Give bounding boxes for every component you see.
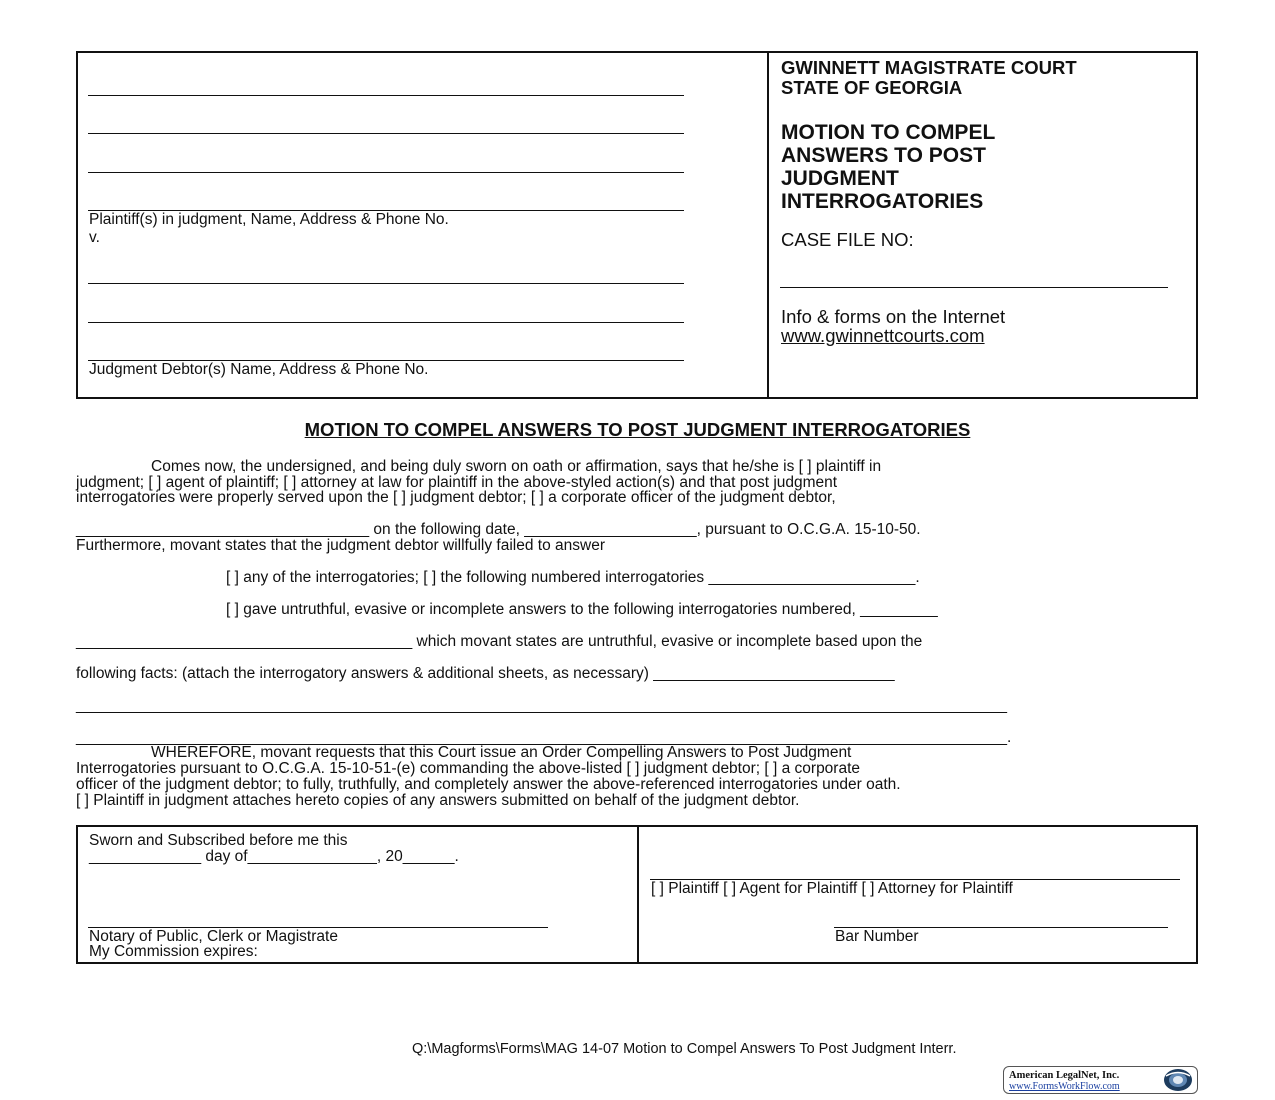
motion-title-line-3: JUDGMENT	[781, 167, 899, 190]
option-untruthful-answers[interactable]: [ ] gave untruthful, evasive or incomplete answers to the following interrogatories numbered, _________	[226, 601, 938, 618]
file-path-footer: Q:\Magforms\Forms\MAG 14-07 Motion to Compel Answers To Post Judgment Interr.	[412, 1041, 957, 1057]
plaintiff-line-3[interactable]	[88, 172, 684, 173]
debtor-line-1[interactable]	[88, 283, 684, 284]
versus-label: v.	[89, 229, 100, 246]
served-date-line[interactable]: __________________________________ on the following date, ____________________, pursuant to O.C.G.A. 15-10-50.	[76, 521, 921, 538]
facts-blank-line-2[interactable]: ____________________________________________________________________________________________________________.	[76, 729, 1012, 746]
plaintiff-label: Plaintiff(s) in judgment, Name, Address & Phone No.	[89, 211, 449, 228]
logo-website-link[interactable]: www.FormsWorkFlow.com	[1009, 1081, 1120, 1092]
motion-title-line-4: INTERROGATORIES	[781, 190, 984, 213]
bar-number-label: Bar Number	[835, 928, 919, 945]
paragraph-1-line-1: Comes now, the undersigned, and being duly sworn on oath or affirmation, says that he/she is [ ] plaintiff in	[151, 458, 882, 475]
motion-title-line-2: ANSWERS TO POST	[781, 144, 986, 167]
court-state: STATE OF GEORGIA	[781, 77, 963, 98]
debtor-label: Judgment Debtor(s) Name, Address & Phone No.	[89, 361, 429, 378]
sworn-date-line[interactable]: _____________ day of_______________, 20______.	[89, 848, 459, 865]
plaintiff-line-2[interactable]	[88, 133, 684, 134]
movant-role-options[interactable]: [ ] Plaintiff [ ] Agent for Plaintiff [ ] Attorney for Plaintiff	[651, 880, 1013, 897]
paragraph-1-line-3: interrogatories were properly served upon the [ ] judgment debtor; [ ] a corporate officer of the judgment debtor,	[76, 489, 836, 506]
signature-divider	[637, 825, 639, 964]
paragraph-1-line-2: judgment; [ ] agent of plaintiff; [ ] attorney at law for plaintiff in the above-styled action(s) and that post judgment	[76, 474, 838, 491]
commission-label: My Commission expires:	[89, 943, 258, 960]
website-link[interactable]: www.gwinnettcourts.com	[781, 325, 985, 346]
plaintiff-line-1[interactable]	[88, 95, 684, 96]
untruthful-numbers-line[interactable]: _______________________________________ which movant states are untruthful, evasive or incomplete based upon the	[76, 633, 923, 650]
facts-blank-line-1[interactable]: ____________________________________________________________________________________________________________	[76, 697, 1007, 714]
wherefore-line-3: officer of the judgment debtor; to fully, truthfully, and completely answer the above-referenced interrogatories under oath.	[76, 776, 901, 793]
wherefore-line-4: [ ] Plaintiff in judgment attaches hereto copies of any answers submitted on behalf of the judgment debtor.	[76, 792, 800, 809]
court-name: GWINNETT MAGISTRATE COURT	[781, 57, 1077, 78]
case-file-label: CASE FILE NO:	[781, 229, 914, 250]
case-file-input-line[interactable]	[780, 287, 1168, 288]
wherefore-line-2: Interrogatories pursuant to O.C.G.A. 15-10-51-(e) commanding the above-listed [ ] judgment debtor; [ ] a corporate	[76, 760, 861, 777]
furthermore-line: Furthermore, movant states that the judgment debtor willfully failed to answer	[76, 537, 605, 554]
sworn-label: Sworn and Subscribed before me this	[89, 832, 348, 849]
motion-title-line-1: MOTION TO COMPEL	[781, 121, 996, 144]
option-any-interrogatories[interactable]: [ ] any of the interrogatories; [ ] the following numbered interrogatories ________________________.	[226, 569, 920, 586]
wherefore-line-1: WHEREFORE, movant requests that this Court issue an Order Compelling Answers to Post Judgment	[151, 744, 852, 761]
debtor-line-2[interactable]	[88, 322, 684, 323]
info-text: Info & forms on the Internet	[781, 306, 1006, 327]
logo-company-name: American LegalNet, Inc.	[1009, 1070, 1120, 1081]
caption-divider	[767, 51, 769, 399]
globe-icon	[1160, 1067, 1196, 1093]
facts-line[interactable]: following facts: (attach the interrogatory answers & additional sheets, as necessary) ____________________________	[76, 665, 895, 682]
notary-label: Notary of Public, Clerk or Magistrate	[89, 928, 338, 945]
form-title: MOTION TO COMPEL ANSWERS TO POST JUDGMENT INTERROGATORIES	[304, 419, 971, 440]
